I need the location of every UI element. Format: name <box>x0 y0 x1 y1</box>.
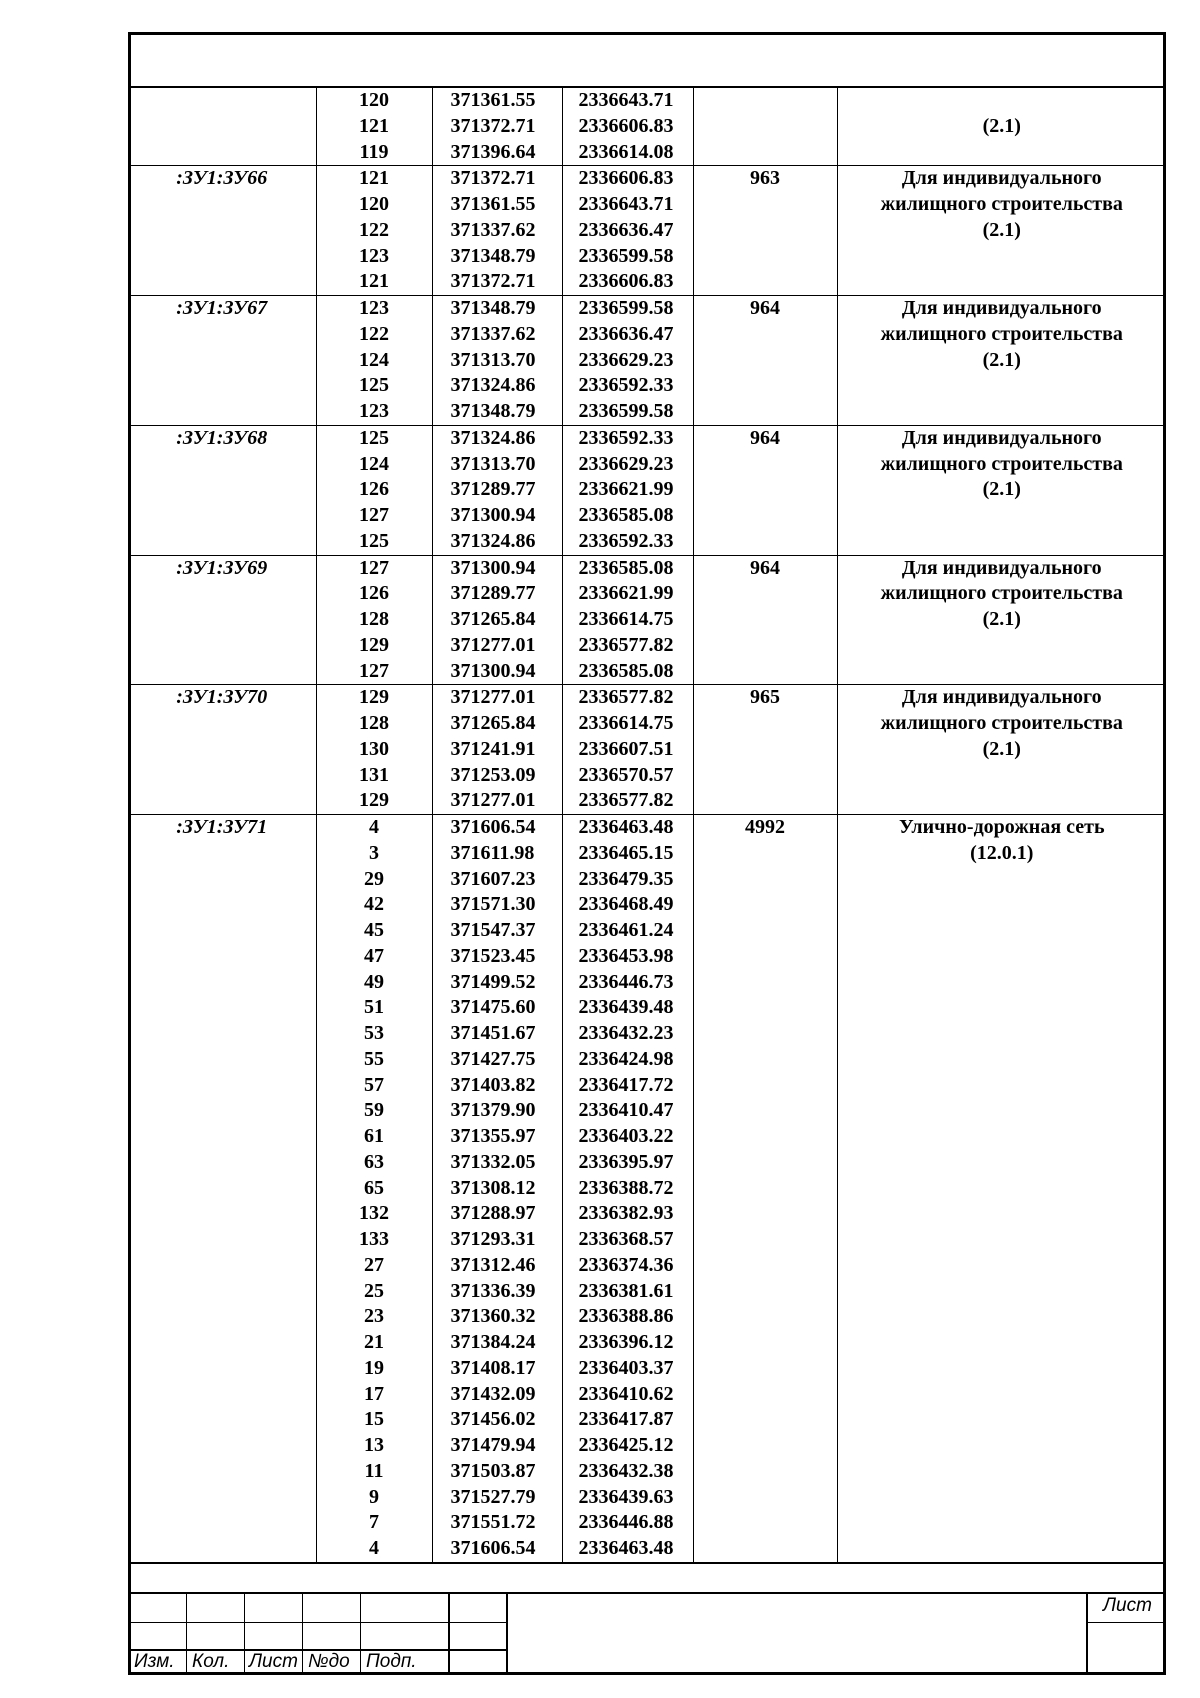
x-coordinate: 371308.12 <box>450 1176 536 1199</box>
stamp-label-podp: Подп. <box>366 1651 417 1672</box>
permitted-use-line: жилищного строительства <box>880 322 1123 345</box>
area-cell <box>693 166 837 296</box>
x-coordinate: 371300.94 <box>450 504 536 526</box>
point-number: 133 <box>359 1228 389 1250</box>
point-number: 121 <box>359 114 389 137</box>
x-coordinate: 371300.94 <box>450 659 536 682</box>
point-number: 55 <box>364 1047 384 1070</box>
y-coordinate: 2336381.61 <box>578 1279 674 1302</box>
x-coordinate: 371337.62 <box>450 218 536 241</box>
point-number: 19 <box>364 1356 384 1379</box>
y-coordinate: 2336374.36 <box>578 1253 674 1276</box>
x-coordinate-cell <box>432 87 562 166</box>
x-coordinate-cell <box>432 296 562 426</box>
y-coordinate: 2336403.37 <box>578 1356 674 1379</box>
y-coordinate: 2336463.48 <box>578 1537 674 1559</box>
area-cell <box>693 87 837 166</box>
y-coordinate: 2336607.51 <box>578 737 674 760</box>
y-coordinate: 2336446.73 <box>578 970 674 993</box>
point-number: 3 <box>369 841 379 864</box>
y-coordinate: 2336606.83 <box>578 270 674 293</box>
point-number: 122 <box>359 322 389 345</box>
x-coordinate: 371277.01 <box>450 686 536 709</box>
point-number: 124 <box>359 452 389 475</box>
y-coordinate-cell <box>562 87 693 166</box>
parcel-group <box>128 815 1166 1563</box>
y-coordinate: 2336592.33 <box>578 426 674 449</box>
parcel-area <box>694 88 837 114</box>
permitted-use-line: жилищного строительства <box>880 582 1123 605</box>
y-coordinate: 2336439.48 <box>578 996 674 1019</box>
point-number: 27 <box>364 1253 384 1276</box>
x-coordinate: 371503.87 <box>450 1459 536 1482</box>
y-coordinate: 2336629.23 <box>578 348 674 371</box>
point-number: 128 <box>359 712 389 734</box>
y-coordinate: 2336439.63 <box>578 1485 674 1508</box>
permitted-use-line: жилищного строительства <box>880 712 1123 734</box>
y-coordinate: 2336592.33 <box>578 529 674 552</box>
point-number: 47 <box>364 944 384 967</box>
x-coordinate: 371372.71 <box>450 270 536 293</box>
x-coordinate: 371432.09 <box>450 1382 536 1405</box>
point-number: 123 <box>359 244 389 267</box>
point-number: 127 <box>359 556 389 579</box>
y-coordinate: 2336643.71 <box>578 89 674 111</box>
point-number-cell <box>316 296 432 426</box>
permitted-use-line: (2.1) <box>982 348 1021 371</box>
y-coordinate: 2336643.71 <box>578 193 674 215</box>
point-number: 123 <box>359 400 389 422</box>
y-coordinate-cell <box>562 296 693 426</box>
x-coordinate: 371336.39 <box>450 1279 536 1302</box>
y-coordinate: 2336432.38 <box>578 1459 674 1482</box>
y-coordinate: 2336395.97 <box>578 1150 674 1173</box>
parcel-id-cell <box>128 425 316 555</box>
y-coordinate: 2336599.58 <box>578 244 674 267</box>
parcel-id: :ЗУ1:ЗУ68 <box>176 426 268 449</box>
point-number-cell <box>316 425 432 555</box>
point-number: 49 <box>364 970 384 993</box>
permitted-use-cell <box>837 815 1166 1563</box>
point-number-cell <box>316 166 432 296</box>
x-coordinate-cell <box>432 166 562 296</box>
point-number: 127 <box>359 504 389 526</box>
point-number-cell <box>316 87 432 166</box>
point-number: 126 <box>359 582 389 605</box>
y-coordinate: 2336636.47 <box>578 322 674 345</box>
x-coordinate: 371606.54 <box>450 1537 536 1559</box>
x-coordinate-cell <box>432 555 562 685</box>
y-coordinate: 2336432.23 <box>578 1022 674 1044</box>
y-coordinate: 2336606.83 <box>578 114 674 137</box>
x-coordinate: 371348.79 <box>450 297 536 319</box>
point-number: 122 <box>359 218 389 241</box>
y-coordinate: 2336417.72 <box>578 1073 674 1096</box>
y-coordinate: 2336570.57 <box>578 763 674 786</box>
x-coordinate: 371288.97 <box>450 1202 536 1225</box>
y-coordinate: 2336577.82 <box>578 686 674 709</box>
parcel-area: 964 <box>750 556 780 579</box>
point-number: 59 <box>364 1099 384 1122</box>
y-coordinate: 2336585.08 <box>578 659 674 682</box>
area-cell <box>693 685 837 815</box>
x-coordinate: 371360.32 <box>450 1305 536 1328</box>
y-coordinate: 2336599.58 <box>578 297 674 319</box>
point-number: 29 <box>364 867 384 890</box>
point-number: 4 <box>369 816 379 838</box>
parcel-area: 4992 <box>745 816 785 838</box>
permitted-use-line: (12.0.1) <box>970 841 1034 864</box>
x-coordinate: 371277.01 <box>450 789 536 812</box>
point-number: 13 <box>364 1434 384 1456</box>
x-coordinate-cell <box>432 685 562 815</box>
y-coordinate: 2336621.99 <box>578 582 674 605</box>
x-coordinate: 371408.17 <box>450 1356 536 1379</box>
parcel-group <box>128 166 1166 296</box>
permitted-use-line: Для индивидуального <box>901 167 1102 190</box>
stamp-sheet-label: Лист <box>1103 1595 1152 1616</box>
y-coordinate: 2336417.87 <box>578 1408 674 1431</box>
y-coordinate: 2336463.48 <box>578 816 674 838</box>
area-cell <box>693 815 837 1563</box>
point-number-cell <box>316 815 432 1563</box>
coordinates-table <box>128 86 1166 1564</box>
permitted-use-line: (2.1) <box>982 737 1021 760</box>
y-coordinate: 2336621.99 <box>578 478 674 501</box>
x-coordinate: 371396.64 <box>450 140 536 163</box>
y-coordinate: 2336585.08 <box>578 504 674 526</box>
parcel-id-cell <box>128 685 316 815</box>
x-coordinate: 371361.55 <box>450 89 536 111</box>
y-coordinate-cell <box>562 685 693 815</box>
x-coordinate: 371379.90 <box>450 1099 536 1122</box>
x-coordinate: 371324.86 <box>450 426 536 449</box>
x-coordinate: 371289.77 <box>450 582 536 605</box>
y-coordinate: 2336382.93 <box>578 1202 674 1225</box>
x-coordinate: 371475.60 <box>450 996 536 1019</box>
x-coordinate: 371384.24 <box>450 1331 536 1353</box>
permitted-use-line: Для индивидуального <box>901 556 1102 579</box>
x-coordinate: 371499.52 <box>450 970 536 993</box>
y-coordinate-cell <box>562 166 693 296</box>
x-coordinate: 371348.79 <box>450 400 536 422</box>
permitted-use-cell <box>837 685 1166 815</box>
permitted-use-line: (2.1) <box>982 478 1021 501</box>
point-number: 125 <box>359 374 389 397</box>
point-number-cell <box>316 685 432 815</box>
stamp-label-izm: Изм. <box>134 1651 175 1672</box>
area-cell <box>693 555 837 685</box>
point-number: 53 <box>364 1022 384 1044</box>
x-coordinate-cell <box>432 815 562 1563</box>
y-coordinate: 2336614.75 <box>578 712 674 734</box>
parcel-id-cell <box>128 815 316 1563</box>
y-coordinate: 2336606.83 <box>578 167 674 190</box>
x-coordinate: 371332.05 <box>450 1150 536 1173</box>
permitted-use-line: (2.1) <box>982 218 1021 241</box>
x-coordinate: 371611.98 <box>450 841 535 864</box>
y-coordinate: 2336585.08 <box>578 556 674 579</box>
x-coordinate: 371451.67 <box>450 1022 536 1044</box>
parcel-id-cell <box>128 166 316 296</box>
point-number: 57 <box>364 1073 384 1096</box>
point-number: 127 <box>359 659 389 682</box>
permitted-use-line <box>838 140 1167 166</box>
permitted-use-cell <box>837 296 1166 426</box>
point-number: 121 <box>359 270 389 293</box>
x-coordinate: 371289.77 <box>450 478 536 501</box>
parcel-id-cell <box>128 555 316 685</box>
point-number: 130 <box>359 737 389 760</box>
permitted-use-line: жилищного строительства <box>880 452 1123 475</box>
y-coordinate: 2336461.24 <box>578 919 674 941</box>
y-coordinate: 2336424.98 <box>578 1047 674 1070</box>
permitted-use-line: Для индивидуального <box>901 686 1102 709</box>
permitted-use-cell <box>837 555 1166 685</box>
point-number: 123 <box>359 297 389 319</box>
parcel-id: :ЗУ1:ЗУ71 <box>176 816 268 838</box>
y-coordinate-cell <box>562 425 693 555</box>
parcel-group <box>128 87 1166 166</box>
point-number: 11 <box>364 1459 384 1482</box>
parcel-group <box>128 685 1166 815</box>
y-coordinate: 2336636.47 <box>578 218 674 241</box>
y-coordinate: 2336577.82 <box>578 633 674 656</box>
x-coordinate: 371361.55 <box>450 193 536 215</box>
y-coordinate: 2336410.62 <box>578 1382 674 1405</box>
point-number: 126 <box>359 478 389 501</box>
x-coordinate: 371523.45 <box>450 944 536 967</box>
y-coordinate: 2336592.33 <box>578 374 674 397</box>
permitted-use-cell <box>837 87 1166 166</box>
x-coordinate: 371427.75 <box>450 1047 536 1070</box>
title-block <box>128 1592 1166 1675</box>
permitted-use-line <box>838 88 1167 114</box>
parcel-group <box>128 425 1166 555</box>
parcel-id <box>128 88 316 114</box>
point-number: 120 <box>359 89 389 111</box>
point-number: 128 <box>359 608 389 630</box>
x-coordinate: 371265.84 <box>450 712 536 734</box>
point-number: 15 <box>364 1408 384 1431</box>
y-coordinate: 2336388.72 <box>578 1176 674 1199</box>
point-number: 124 <box>359 348 389 371</box>
y-coordinate-cell <box>562 815 693 1563</box>
point-number-cell <box>316 555 432 685</box>
x-coordinate: 371300.94 <box>450 556 536 579</box>
permitted-use-line: (2.1) <box>982 114 1021 137</box>
point-number: 129 <box>359 633 389 656</box>
y-coordinate: 2336403.22 <box>578 1125 674 1147</box>
permitted-use-line: Для индивидуального <box>901 426 1102 449</box>
x-coordinate: 371293.31 <box>450 1228 536 1250</box>
point-number: 121 <box>359 167 389 190</box>
point-number: 120 <box>359 193 389 215</box>
area-cell <box>693 296 837 426</box>
parcel-area: 965 <box>750 686 780 709</box>
x-coordinate: 371313.70 <box>450 348 536 371</box>
x-coordinate: 371551.72 <box>450 1511 536 1534</box>
point-number: 21 <box>364 1331 384 1353</box>
parcel-id-cell <box>128 87 316 166</box>
y-coordinate: 2336410.47 <box>578 1099 674 1122</box>
point-number: 17 <box>364 1382 384 1405</box>
y-coordinate-cell <box>562 555 693 685</box>
point-number: 25 <box>364 1279 384 1302</box>
point-number: 7 <box>369 1511 379 1534</box>
y-coordinate: 2336453.98 <box>578 944 674 967</box>
x-coordinate: 371241.91 <box>450 737 536 760</box>
x-coordinate: 371372.71 <box>450 167 536 190</box>
point-number: 132 <box>359 1202 389 1225</box>
y-coordinate: 2336577.82 <box>578 789 674 812</box>
x-coordinate: 371547.37 <box>450 919 536 941</box>
parcel-id: :ЗУ1:ЗУ67 <box>176 297 268 319</box>
y-coordinate: 2336388.86 <box>578 1305 674 1328</box>
permitted-use-line: жилищного строительства <box>880 193 1123 215</box>
area-cell <box>693 425 837 555</box>
y-coordinate: 2336396.12 <box>578 1331 674 1353</box>
x-coordinate: 371355.97 <box>450 1125 536 1147</box>
point-number: 9 <box>369 1485 379 1508</box>
y-coordinate: 2336599.58 <box>578 400 674 422</box>
point-number: 125 <box>359 529 389 552</box>
stamp-label-kol: Кол. <box>192 1651 230 1672</box>
point-number: 4 <box>369 1537 379 1559</box>
x-coordinate: 371607.23 <box>450 867 536 890</box>
x-coordinate: 371527.79 <box>450 1485 536 1508</box>
y-coordinate: 2336446.88 <box>578 1511 674 1534</box>
point-number: 65 <box>364 1176 384 1199</box>
parcel-area: 963 <box>750 167 780 190</box>
x-coordinate: 371372.71 <box>450 114 536 137</box>
point-number: 129 <box>359 686 389 709</box>
x-coordinate: 371606.54 <box>450 816 536 838</box>
x-coordinate: 371348.79 <box>450 244 536 267</box>
point-number: 131 <box>359 763 389 786</box>
y-coordinate: 2336479.35 <box>578 867 674 890</box>
parcel-id: :ЗУ1:ЗУ66 <box>176 167 268 190</box>
point-number: 42 <box>364 893 384 916</box>
x-coordinate: 371456.02 <box>450 1408 536 1431</box>
point-number: 51 <box>364 996 384 1019</box>
permitted-use-cell <box>837 425 1166 555</box>
y-coordinate: 2336614.75 <box>578 608 674 630</box>
x-coordinate-cell <box>432 425 562 555</box>
x-coordinate: 371324.86 <box>450 529 536 552</box>
x-coordinate: 371324.86 <box>450 374 536 397</box>
y-coordinate: 2336629.23 <box>578 452 674 475</box>
y-coordinate: 2336614.08 <box>578 140 674 163</box>
x-coordinate: 371312.46 <box>450 1253 536 1276</box>
y-coordinate: 2336465.15 <box>578 841 674 864</box>
y-coordinate: 2336368.57 <box>578 1228 674 1250</box>
point-number: 119 <box>359 140 389 163</box>
x-coordinate: 371479.94 <box>450 1434 536 1456</box>
permitted-use-line: Улично-дорожная сеть <box>898 816 1105 838</box>
y-coordinate: 2336468.49 <box>578 893 674 916</box>
parcel-area: 964 <box>750 426 780 449</box>
parcel-id: :ЗУ1:ЗУ70 <box>176 686 268 709</box>
stamp-label-list: Лист <box>249 1651 298 1672</box>
point-number: 61 <box>364 1125 384 1147</box>
parcel-group <box>128 296 1166 426</box>
x-coordinate: 371265.84 <box>450 608 536 630</box>
x-coordinate: 371253.09 <box>450 763 536 786</box>
x-coordinate: 371277.01 <box>450 633 536 656</box>
point-number: 45 <box>364 919 384 941</box>
parcel-group <box>128 555 1166 685</box>
x-coordinate: 371337.62 <box>450 322 536 345</box>
stamp-label-ndoc: №до <box>308 1651 350 1672</box>
parcel-area: 964 <box>750 297 780 319</box>
permitted-use-cell <box>837 166 1166 296</box>
permitted-use-line: Для индивидуального <box>901 297 1102 319</box>
parcel-id-cell <box>128 296 316 426</box>
point-number: 125 <box>359 426 389 449</box>
x-coordinate: 371313.70 <box>450 452 536 475</box>
point-number: 63 <box>364 1150 384 1173</box>
x-coordinate: 371571.30 <box>450 893 536 916</box>
x-coordinate: 371403.82 <box>450 1073 536 1096</box>
parcel-id: :ЗУ1:ЗУ69 <box>176 556 268 579</box>
point-number: 23 <box>364 1305 384 1328</box>
permitted-use-line: (2.1) <box>982 608 1021 630</box>
point-number: 129 <box>359 789 389 812</box>
y-coordinate: 2336425.12 <box>578 1434 674 1456</box>
